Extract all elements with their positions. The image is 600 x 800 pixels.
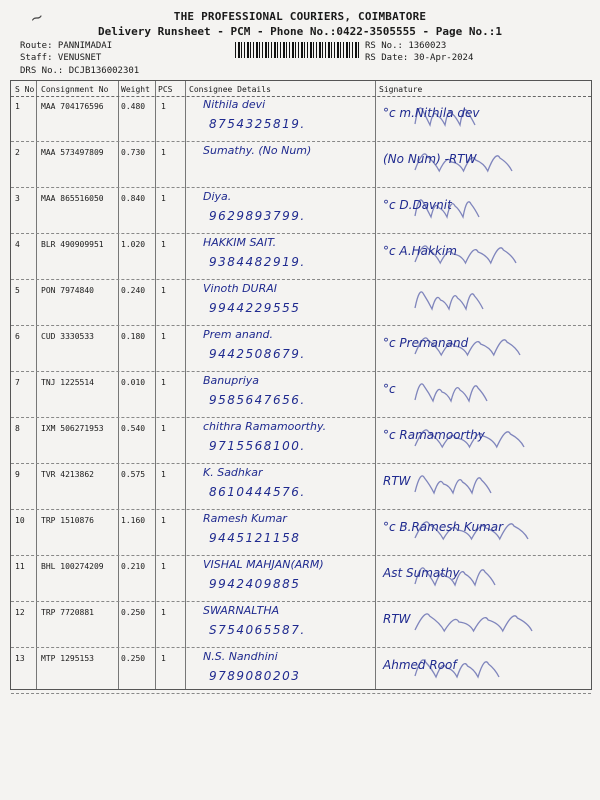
signature-scribble	[395, 652, 585, 692]
consignee-name: Ramesh Kumar	[203, 512, 287, 525]
signature-text: RTW	[383, 474, 411, 488]
row-weight: 0.480	[121, 102, 146, 111]
signature-scribble	[395, 560, 585, 600]
consignee-name: K. Sadhkar	[203, 466, 263, 479]
row-consignment: MTP 1295153	[41, 654, 94, 663]
consignee-phone: 9445121158	[209, 531, 301, 545]
table-row	[11, 464, 591, 510]
signature-text: °c	[383, 382, 396, 396]
row-sno: 5	[15, 286, 20, 295]
row-weight: 0.730	[121, 148, 146, 157]
table-row	[11, 372, 591, 418]
consignee-phone: 9789080203	[209, 669, 301, 683]
signature-text: °c A.Hakkim	[383, 244, 457, 258]
row-consignment: TRP 1510876	[41, 516, 94, 525]
rs-date: RS Date: 30-Apr-2024	[365, 53, 474, 63]
drs-number: DRS No.: DCJB136002301	[20, 66, 140, 76]
signature-text: °c Ramamoorthy	[383, 428, 485, 442]
row-weight: 1.020	[121, 240, 146, 249]
consignee-name: Vinoth DURAI	[203, 282, 277, 295]
table-row	[11, 556, 591, 602]
col-weight: Weight	[121, 85, 150, 94]
signature-text: °c B.Ramesh Kumar	[383, 520, 504, 534]
row-consignment: MAA 704176596	[41, 102, 104, 111]
row-sno: 12	[15, 608, 25, 617]
consignee-name: chithra Ramamoorthy.	[203, 420, 327, 433]
row-weight: 0.250	[121, 608, 146, 617]
consignee-phone: 9585647656.	[209, 393, 306, 407]
signature-text: °c D.Davnit	[383, 198, 452, 212]
table-row	[11, 96, 591, 142]
consignee-phone: 8610444576.	[209, 485, 306, 499]
row-consignment: TNJ 1225514	[41, 378, 94, 387]
table-row	[11, 648, 591, 694]
consignee-name: Nithila devi	[203, 98, 266, 111]
row-sno: 10	[15, 516, 25, 525]
table-row	[11, 510, 591, 556]
signature-text: RTW	[383, 612, 411, 626]
row-consignment: TRP 7720881	[41, 608, 94, 617]
row-weight: 0.840	[121, 194, 146, 203]
runsheet-title: Delivery Runsheet - PCM - Phone No.:0422-3505555 - Page No.:1	[98, 25, 502, 38]
row-sno: 4	[15, 240, 20, 249]
row-pcs: 1	[161, 102, 166, 111]
row-pcs: 1	[161, 378, 166, 387]
consignee-phone: 9944229555	[209, 301, 301, 315]
row-weight: 0.210	[121, 562, 146, 571]
consignee-name: Diya.	[203, 190, 232, 203]
row-pcs: 1	[161, 516, 166, 525]
row-consignment: MAA 865516050	[41, 194, 104, 203]
table-row	[11, 234, 591, 280]
runsheet-table	[10, 80, 592, 690]
table-row	[11, 326, 591, 372]
consignee-phone: 9442508679.	[209, 347, 306, 361]
consignee-name: VISHAL MAHJAN(ARM)	[203, 558, 324, 571]
consignee-name: Sumathy. (No Num)	[203, 144, 312, 157]
col-signature: Signature	[379, 85, 423, 94]
row-pcs: 1	[161, 332, 166, 341]
row-sno: 13	[15, 654, 25, 663]
route-label: Route: PANNIMADAI	[20, 41, 113, 51]
row-consignment: IXM 506271953	[41, 424, 104, 433]
row-sno: 8	[15, 424, 20, 433]
row-consignment: BLR 490909951	[41, 240, 104, 249]
row-pcs: 1	[161, 470, 166, 479]
table-row	[11, 142, 591, 188]
table-row	[11, 602, 591, 648]
signature-scribble	[395, 238, 585, 278]
signature-scribble	[395, 146, 585, 186]
barcode-icon	[235, 42, 360, 58]
signature-scribble	[395, 284, 585, 324]
consignee-phone: 9629893799.	[209, 209, 306, 223]
consignee-phone: 8754325819.	[209, 117, 306, 131]
signature-scribble	[395, 606, 585, 646]
row-sno: 11	[15, 562, 25, 571]
consignee-name: HAKKIM SAIT.	[203, 236, 277, 249]
table-row	[11, 418, 591, 464]
row-weight: 0.010	[121, 378, 146, 387]
consignee-name: Prem anand.	[203, 328, 274, 341]
row-pcs: 1	[161, 608, 166, 617]
col-consignment: Consignment No	[41, 85, 109, 94]
pen-mark-icon: ~	[27, 6, 47, 29]
signature-text: Ast Sumathy	[383, 566, 460, 580]
row-pcs: 1	[161, 654, 166, 663]
row-pcs: 1	[161, 148, 166, 157]
table-row	[11, 280, 591, 326]
signature-scribble	[395, 100, 585, 140]
signature-scribble	[395, 192, 585, 232]
consignee-name: N.S. Nandhini	[203, 650, 278, 663]
signature-scribble	[395, 468, 585, 508]
col-pcs: PCS	[158, 85, 173, 94]
row-pcs: 1	[161, 194, 166, 203]
row-consignment: PON 7974840	[41, 286, 94, 295]
row-weight: 0.575	[121, 470, 146, 479]
consignee-phone: S754065587.	[209, 623, 306, 637]
col-consignee: Consignee Details	[189, 85, 271, 94]
staff-label: Staff: VENUSNET	[20, 53, 102, 63]
signature-text: °c Premanand	[383, 336, 469, 350]
consignee-phone: 9942409885	[209, 577, 301, 591]
row-weight: 0.180	[121, 332, 146, 341]
col-sno: S No	[15, 85, 35, 94]
table-row	[11, 188, 591, 234]
row-consignment: CUD 3330533	[41, 332, 94, 341]
row-weight: 0.240	[121, 286, 146, 295]
signature-scribble	[395, 376, 585, 416]
row-weight: 0.250	[121, 654, 146, 663]
row-sno: 3	[15, 194, 20, 203]
row-weight: 1.160	[121, 516, 146, 525]
row-sno: 7	[15, 378, 20, 387]
row-sno: 6	[15, 332, 20, 341]
row-pcs: 1	[161, 562, 166, 571]
signature-text: °c m.Nithila dev	[383, 106, 480, 120]
consignee-name: Banupriya	[203, 374, 260, 387]
signature-scribble	[395, 422, 585, 462]
row-sno: 2	[15, 148, 20, 157]
signature-scribble	[395, 330, 585, 370]
rs-number: RS No.: 1360023	[365, 41, 447, 51]
consignee-name: SWARNALTHA	[203, 604, 280, 617]
row-consignment: MAA 573497809	[41, 148, 104, 157]
row-weight: 0.540	[121, 424, 146, 433]
row-sno: 9	[15, 470, 20, 479]
row-consignment: BHL 100274209	[41, 562, 104, 571]
row-pcs: 1	[161, 240, 166, 249]
consignee-phone: 9384482919.	[209, 255, 306, 269]
row-consignment: TVR 4213862	[41, 470, 94, 479]
company-name: THE PROFESSIONAL COURIERS, COIMBATORE	[173, 10, 427, 23]
signature-scribble	[395, 514, 585, 554]
row-pcs: 1	[161, 286, 166, 295]
consignee-phone: 9715568100.	[209, 439, 306, 453]
signature-text: Ahmed Roof	[383, 658, 457, 672]
signature-text: (No Num) -RTW	[383, 152, 477, 166]
row-sno: 1	[15, 102, 20, 111]
row-pcs: 1	[161, 424, 166, 433]
